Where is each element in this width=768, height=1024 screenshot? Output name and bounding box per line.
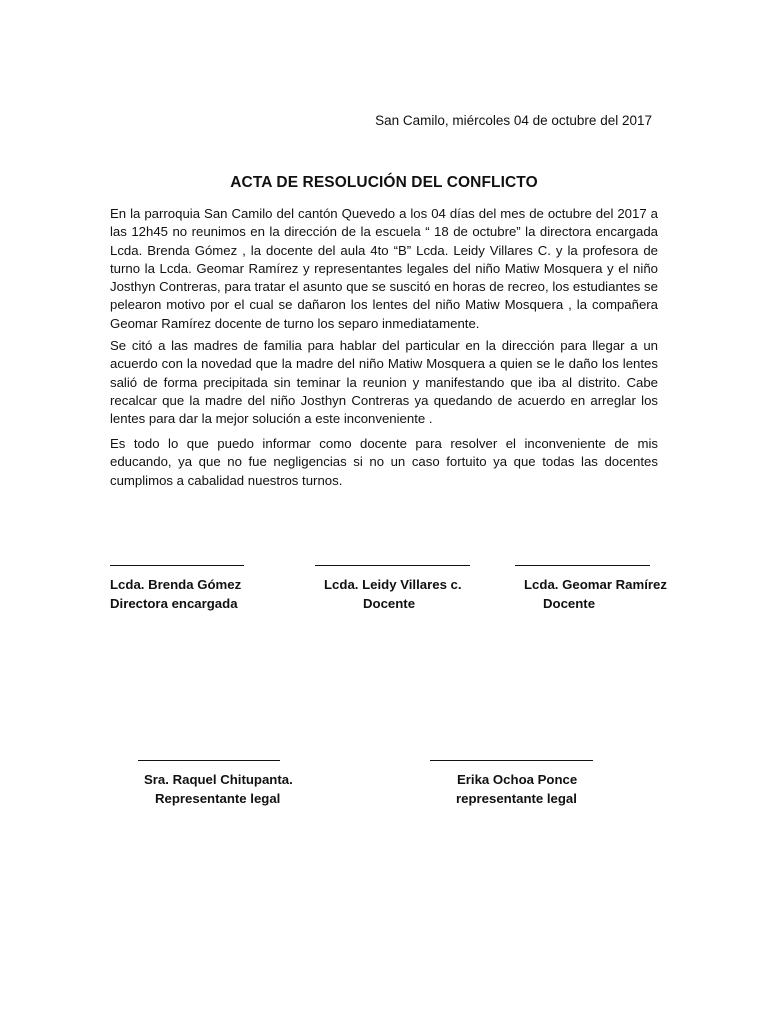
signer-name: Lcda. Geomar Ramírez bbox=[524, 577, 667, 592]
signer-role: Representante legal bbox=[155, 791, 281, 806]
signer-name: Sra. Raquel Chitupanta. bbox=[144, 772, 293, 787]
signature-block-representante-2 bbox=[430, 760, 593, 808]
signer-name: Lcda. Leidy Villares c. bbox=[324, 577, 462, 592]
signer-name: Lcda. Brenda Gómez bbox=[110, 577, 242, 592]
signature-block-representante-1 bbox=[138, 760, 293, 808]
signature-line bbox=[515, 565, 650, 566]
signer-role: Directora encargada bbox=[110, 596, 238, 611]
paragraph-text: En la parroquia San Camilo del cantón Quevedo a los 04 días del mes de octubre del 2017 a las 12h45 no reunimos en la dirección de la escuela “ 18 de octubre” la directora encargada Lcda. Brenda Gómez , la docente del aula 4to “B” Lcda. Leidy Villares C. y la profesora de turno la Lcda. Geomar Ramírez y representantes legales del niño Matiw Mosquera y el niño Josthyn Contreras, para tratar el asunto que se suscitó en horas de recreo, los estudiantes se pelearon motivo por el cual se dañaron los lentes del niño Matiw Mosquera , la compañera Geomar Ramírez docente de turno los separo inmediatamente. bbox=[110, 206, 658, 331]
signer-role: Docente bbox=[363, 596, 416, 611]
signature-line bbox=[110, 565, 244, 566]
signature-line bbox=[315, 565, 470, 566]
paragraph-text: Se citó a las madres de familia para hablar del particular en la dirección para llegar a un acuerdo con la novedad que la madre del niño Matiw Mosquera a quien se le daño los lentes salió de forma precipitada sin teminar la reunion y manifestando que iba al distrito. Cabe recalcar que la madre del niño Josthyn Contreras ya quedando de acuerdo en arreglar los lentes para dar la mejor solución a este inconveniente . bbox=[110, 338, 658, 427]
signer-role: representante legal bbox=[456, 791, 577, 806]
signer-role: Docente bbox=[543, 596, 596, 611]
paragraph-3 bbox=[110, 435, 658, 490]
signer-name: Erika Ochoa Ponce bbox=[457, 772, 578, 787]
document-title: ACTA DE RESOLUCIÓN DEL CONFLICTO bbox=[230, 174, 538, 191]
signature-line bbox=[430, 760, 593, 761]
paragraph-text: Es todo lo que puedo informar como docente para resolver el inconveniente de mis educando, ya que no fue negligencias si no un caso fortuito ya que todas las docentes cumplimos a cabalidad nuestros turnos. bbox=[110, 436, 658, 488]
signature-line bbox=[138, 760, 280, 761]
paragraph-1 bbox=[110, 205, 658, 333]
paragraph-2 bbox=[110, 337, 658, 428]
signature-block-docente-aula bbox=[315, 565, 470, 613]
date-line: San Camilo, miércoles 04 de octubre del 2017 bbox=[375, 113, 652, 128]
signature-block-directora bbox=[110, 565, 244, 613]
signature-block-docente-turno bbox=[515, 565, 667, 613]
